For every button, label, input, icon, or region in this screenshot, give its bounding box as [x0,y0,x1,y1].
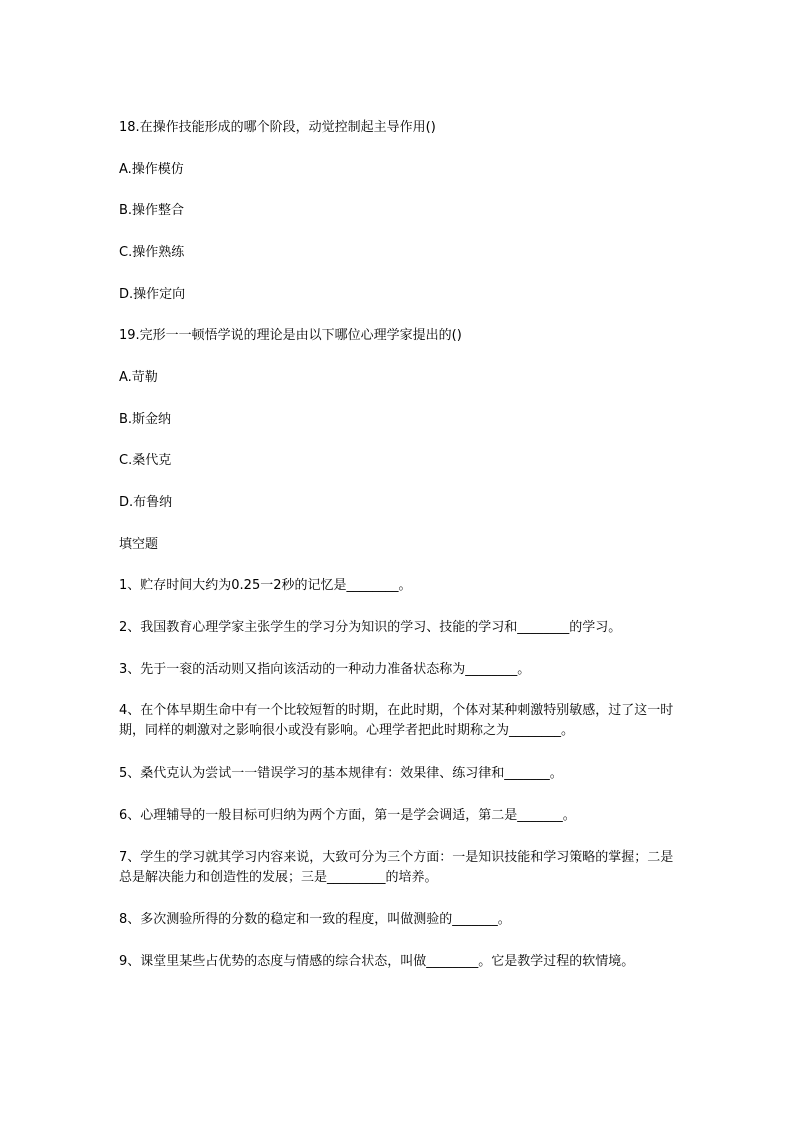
question-18-option-c: C.操作熟练 [119,245,185,260]
question-19-option-a: A.苛勒 [119,370,158,385]
fill-item-4: 4、在个体早期生命中有一个比较短暂的时期，在此时期，个体对某种刺激特别敏感，过了这一时期，同样的刺激对之影响很小或没有影响。心理学者把此时期称之为________。 [119,703,674,738]
question-18-option-d: D.操作定向 [119,287,186,302]
fill-item-2: 2、我国教育心理学家主张学生的学习分为知识的学习、技能的学习和________的学习。 [119,620,622,635]
fill-item-8: 8、多次测验所得的分数的稳定和一致的程度，叫做测验的_______。 [119,912,511,927]
fill-item-5: 5、桑代克认为尝试一一错误学习的基本规律有：效果律、练习律和_______。 [119,766,563,781]
fill-in-heading: 填空题 [119,537,159,552]
question-18-option-b: B.操作整合 [119,203,185,218]
question-19-option-b: B.斯金纳 [119,412,172,427]
fill-item-9: 9、课堂里某些占优势的态度与情感的综合状态，叫做________。它是教学过程的软情境。 [119,954,635,969]
question-18-stem: 18.在操作技能形成的哪个阶段，动觉控制起主导作用() [119,120,436,135]
fill-item-7: 7、学生的学习就其学习内容来说，大致可分为三个方面：一是知识技能和学习策略的掌握；二是总是解决能力和创造性的发展；三是_________的培养。 [119,850,674,885]
fill-item-6: 6、心理辅导的一般目标可归纳为两个方面，第一是学会调适，第二是_______。 [119,808,576,823]
fill-item-3: 3、先于一衮的活动则又指向该活动的一种动力准备状态称为________。 [119,662,531,677]
question-19-stem: 19.完形一一顿悟学说的理论是由以下哪位心理学家提出的() [119,328,462,343]
question-19-option-d: D.布鲁纳 [119,495,173,510]
fill-item-1: 1、贮存时间大约为0.25一2秒的记忆是________。 [119,578,412,593]
question-18-option-a: A.操作模仿 [119,162,184,177]
question-19-option-c: C.桑代克 [119,453,172,468]
